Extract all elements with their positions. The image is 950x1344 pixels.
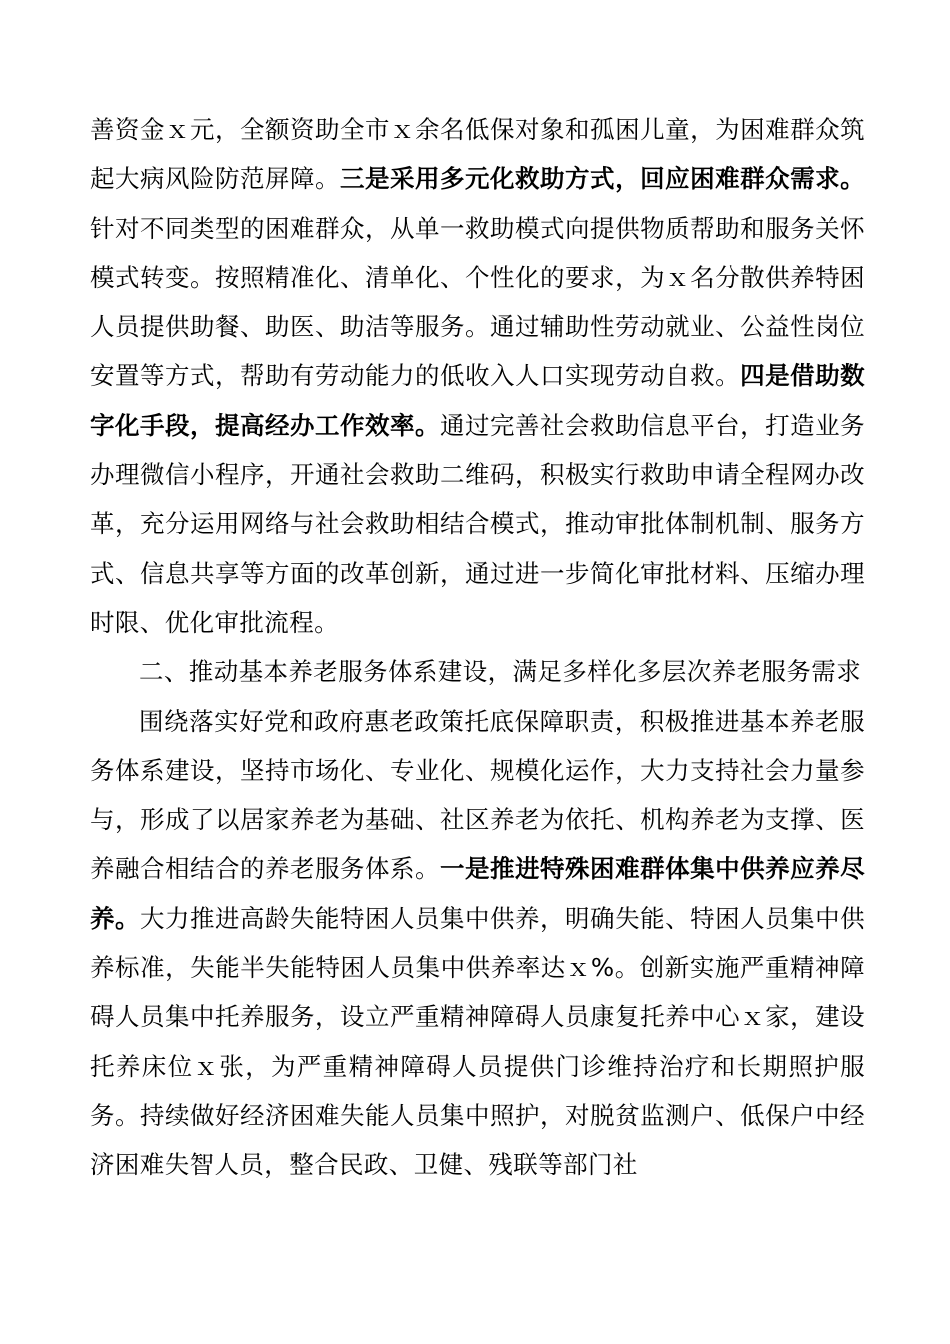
bold-lead-sentence: 一是推进特殊困难群体集中供养应养尽养。 bbox=[90, 854, 865, 933]
bold-lead-sentence: 四是借助数字化手段，提高经办工作效率。 bbox=[90, 361, 865, 440]
document-page bbox=[90, 105, 865, 1190]
paragraph-text: 大力推进高龄失能特困人员集中供养，明确失能、特困人员集中供养标准，失能半失能特困人员集中供养率达ｘ%。创新实施严重精神障碍人员集中托养服务，设立严重精神障碍人员康复托养中心ｘ家，建设托养床位ｘ张，为严重精神障碍人员提供门诊维持治疗和长期照护服务。持续做好经济困难失能人员集中照护，对脱贫监测户、低保户中经济困难失智人员，整合民政、卫健、残联等部门社 bbox=[90, 903, 865, 1180]
paragraph-text: 通过完善社会救助信息平台，打造业务办理微信小程序，开通社会救助二维码，积极实行救助申请全程网办改革，充分运用网络与社会救助相结合模式，推动审批体制机制、服务方式、信息共享等方面的改革创新，通过进一步简化审批材料、压缩办理时限、优化审批流程。 bbox=[90, 410, 865, 637]
paragraph-text: 围绕落实好党和政府惠老政策托底保障职责，积极推进基本养老服务体系建设，坚持市场化、专业化、规模化运作，大力支持社会力量参与，形成了以居家养老为基础、社区养老为依托、机构养老为支撑、医养融合相结合的养老服务体系。 bbox=[90, 706, 865, 884]
paragraph-text: 善资金ｘ元，全额资助全市ｘ余名低保对象和孤困儿童，为困难群众筑起大病风险防范屏障。 bbox=[90, 115, 865, 194]
paragraph-elderly-care bbox=[90, 697, 865, 1190]
paragraph-social-assistance bbox=[90, 105, 865, 647]
bold-lead-sentence: 三是采用多元化救助方式，回应困难群众需求。 bbox=[340, 164, 865, 194]
paragraph-text: 针对不同类型的困难群众，从单一救助模式向提供物质帮助和服务关怀模式转变。按照精准化、清单化、个性化的要求，为ｘ名分散供养特困人员提供助餐、助医、助洁等服务。通过辅助性劳动就业、公益性岗位安置等方式，帮助有劳动能力的低收入人口实现劳动自救。 bbox=[90, 213, 865, 391]
section-heading: 二、推动基本养老服务体系建设，满足多样化多层次养老服务需求 bbox=[139, 657, 862, 687]
